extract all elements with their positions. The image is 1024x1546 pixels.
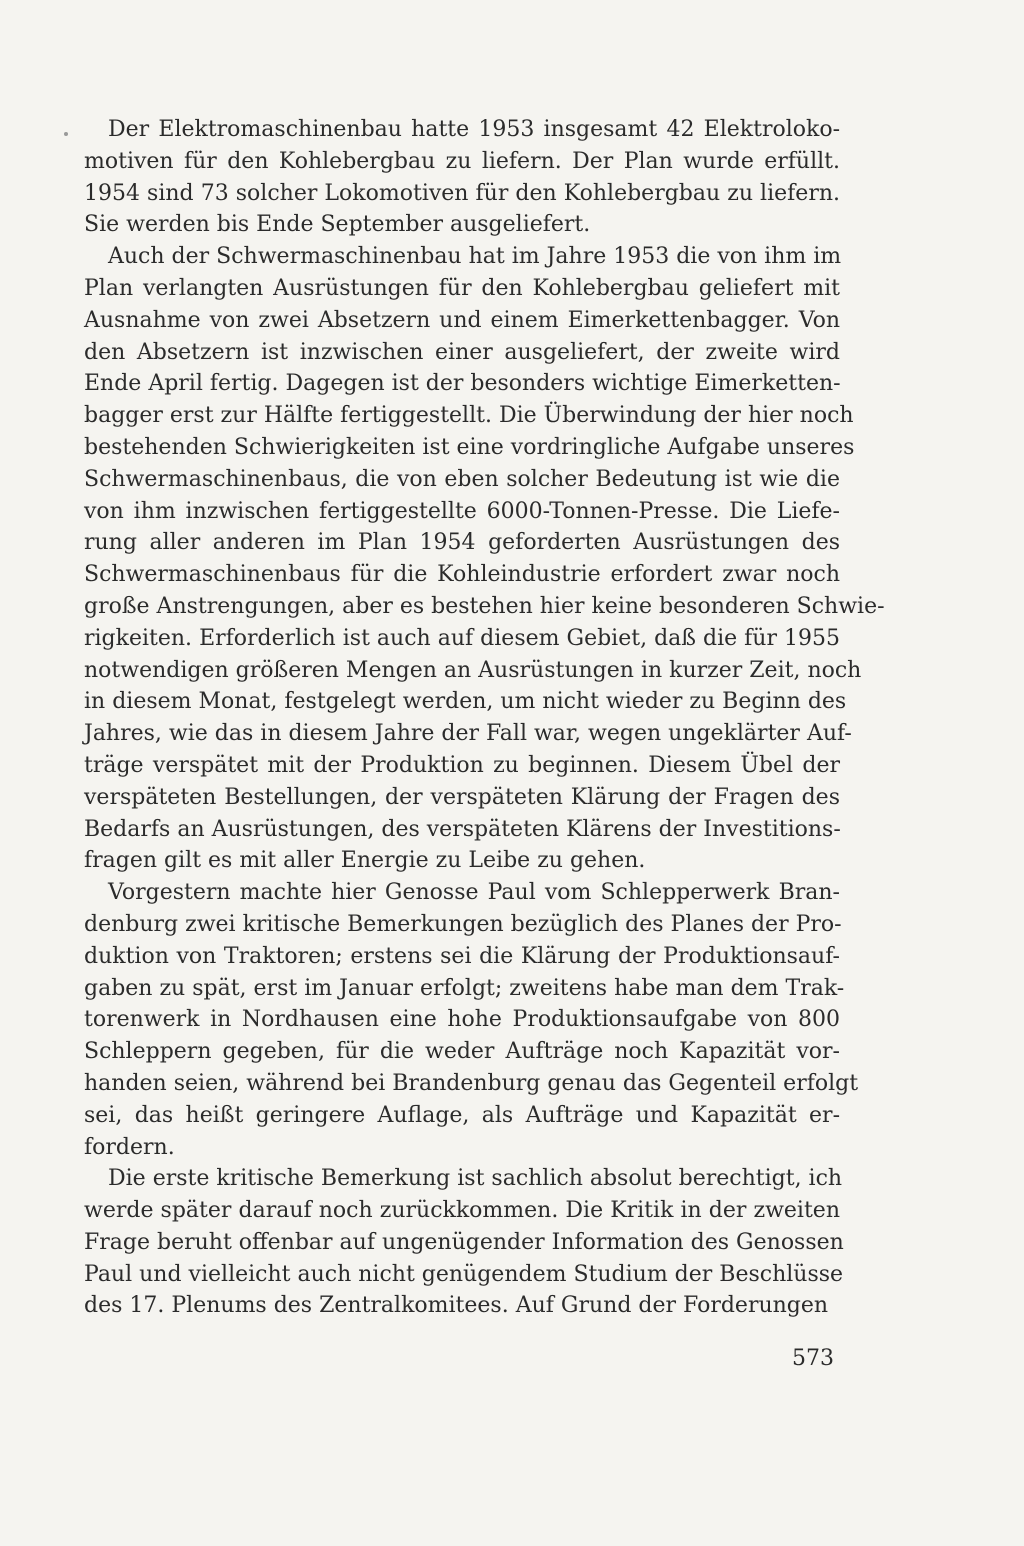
text-line: träge verspätet mit der Produktion zu beginnen. Diesem Übel der (84, 752, 840, 778)
text-line: handen seien, während bei Brandenburg genau das Gegenteil erfolgt (84, 1070, 859, 1096)
paragraph (84, 241, 885, 877)
paragraph (84, 877, 859, 1163)
text-line: bagger erst zur Hälfte fertiggestellt. Die Überwindung der hier noch (84, 403, 854, 429)
text-line: in diesem Monat, festgelegt werden, um nicht wieder zu Beginn des (84, 689, 847, 715)
text-line: werde später darauf noch zurückkommen. Die Kritik in der zweiten (84, 1198, 840, 1224)
text-line: Ausnahme von zwei Absetzern und einem Eimerkettenbagger. Von (84, 307, 840, 333)
text-line: denburg zwei kritische Bemerkungen bezüglich des Planes der Pro- (84, 911, 842, 937)
text-line: fordern. (84, 1134, 175, 1160)
text-line: große Anstrengungen, aber es bestehen hier keine besonderen Schwie- (84, 593, 885, 619)
text-line: Bedarfs an Ausrüstungen, des verspäteten Klärens der Investitions- (84, 816, 841, 842)
text-line: Jahres, wie das in diesem Jahre der Fall war, wegen ungeklärter Auf- (84, 721, 852, 747)
text-line: des 17. Plenums des Zentralkomitees. Auf Grund der Forderungen (84, 1293, 829, 1319)
text-line: rigkeiten. Erforderlich ist auch auf diesem Gebiet, daß die für 1955 (84, 625, 840, 651)
margin-dot (64, 132, 68, 136)
text-line: Die erste kritische Bemerkung ist sachlich absolut berechtigt, ich (108, 1166, 843, 1192)
text-line: von ihm inzwischen fertiggestellte 6000-Tonnen-Presse. Die Liefe- (84, 498, 840, 524)
text-line: gaben zu spät, erst im Januar erfolgt; zweitens habe man dem Trak- (84, 975, 845, 1001)
text-line: fragen gilt es mit aller Energie zu Leibe zu gehen. (84, 848, 646, 874)
text-line: Paul und vielleicht auch nicht genügendem Studium der Beschlüsse (84, 1261, 844, 1287)
text-line: torenwerk in Nordhausen eine hohe Produktionsaufgabe von 800 (84, 1007, 840, 1033)
text-line: motiven für den Kohlebergbau zu liefern. Der Plan wurde erfüllt. (84, 148, 840, 174)
text-line: 1954 sind 73 solcher Lokomotiven für den Kohlebergbau zu liefern. (84, 180, 840, 206)
text-line: notwendigen größeren Mengen an Ausrüstungen in kurzer Zeit, noch (84, 657, 862, 683)
text-line: Schwermaschinenbaus, die von eben solcher Bedeutung ist wie die (84, 466, 840, 492)
text-line: Plan verlangten Ausrüstungen für den Kohlebergbau geliefert mit (84, 275, 840, 301)
text-line: Frage beruht offenbar auf ungenügender Information des Genossen (84, 1229, 844, 1255)
text-line: Sie werden bis Ende September ausgeliefert. (84, 212, 591, 238)
text-line: sei, das heißt geringere Auflage, als Aufträge und Kapazität er- (84, 1102, 840, 1128)
text-line: bestehenden Schwierigkeiten ist eine vordringliche Aufgabe unseres (84, 434, 855, 460)
paragraph (84, 114, 840, 241)
text-line: Der Elektromaschinenbau hatte 1953 insgesamt 42 Elektroloko- (108, 117, 840, 142)
text-line: Schwermaschinenbaus für die Kohleindustrie erfordert zwar noch (84, 562, 840, 588)
paragraph (84, 1163, 844, 1322)
text-line: verspäteten Bestellungen, der verspäteten Klärung der Fragen des (84, 784, 840, 810)
body-text (84, 114, 885, 1322)
text-line: duktion von Traktoren; erstens sei die Klärung der Produktionsauf- (84, 943, 840, 969)
page-number: 573 (792, 1346, 834, 1371)
text-line: rung aller anderen im Plan 1954 geforderten Ausrüstungen des (84, 530, 840, 556)
text-line: Auch der Schwermaschinenbau hat im Jahre 1953 die von ihm im (108, 244, 842, 270)
text-line: Ende April fertig. Dagegen ist der besonders wichtige Eimerketten- (84, 371, 841, 397)
text-line: Schleppern gegeben, für die weder Aufträge noch Kapazität vor- (84, 1039, 840, 1065)
text-line: den Absetzern ist inzwischen einer ausgeliefert, der zweite wird (84, 339, 840, 365)
text-line: Vorgestern machte hier Genosse Paul vom Schlepperwerk Bran- (108, 880, 840, 906)
